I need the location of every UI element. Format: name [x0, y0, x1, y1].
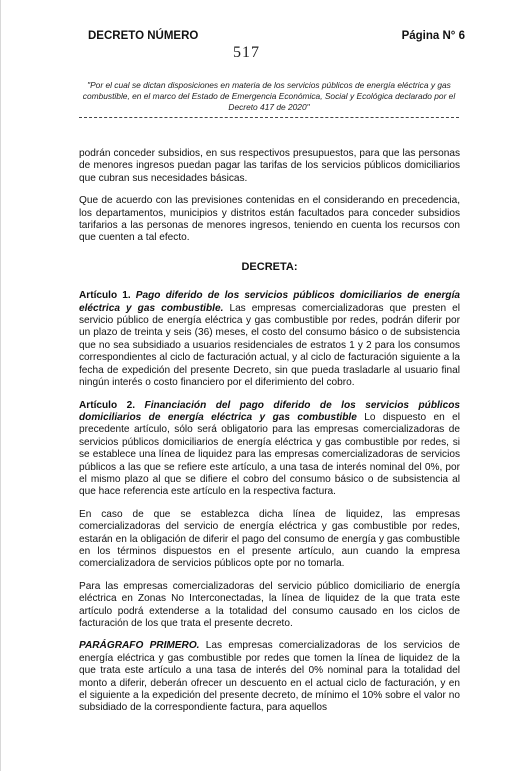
article-1-label: Artículo 1.	[79, 290, 131, 302]
decree-label: DECRETO NÚMERO	[88, 30, 199, 42]
article-2-label: Artículo 2.	[79, 399, 136, 411]
paragraph-first	[79, 640, 460, 714]
page-number: Página N° 6	[401, 30, 465, 42]
article-2-title: Financiación del pago diferido de los servicios públicos domiciliarios de energía eléctrica y gas combustible	[79, 399, 460, 423]
paragraph-subsidies: podrán conceder subsidios, en sus respectivos presupuestos, para que las personas de menores ingresos puedan pagar las tarifas de los servicios públicos domiciliarios que cubran sus necesidades básicas.	[79, 148, 460, 184]
paragraph-liquidity: En caso de que se establezca dicha línea de liquidez, las empresas comercializadoras del servicio de energía eléctrica y gas combustible por redes, estarán en la obligación de diferir el pago del consumo de energía y gas combustible en los términos dispuestos en el presente artículo, aun cuando la empresa comercializadora de servicios públicos opte por no tomarla.	[79, 508, 460, 570]
page-header	[88, 30, 465, 42]
article-1	[79, 290, 460, 389]
paragraph-first-label: PARÁGRAFO PRIMERO.	[79, 640, 200, 652]
article-2-text: Lo dispuesto en el precedente artículo, sólo será obligatorio para las empresas comercializadoras de servicios públicos domiciliarios de energía eléctrica y gas combustible por redes, si se establece una línea de liquidez para las empresas comercializadoras de servicios públicos a las que se refiere este artículo, a una tasa de interés nominal del 0%, por el mismo plazo al que se difiere el cobro del consumo básico o de subsistencia al que hace referencia este artículo en la respectiva factura.	[79, 411, 460, 498]
paragraph-first-text: Las empresas comercializadoras de los servicios de energía eléctrica y gas combustible por redes que tomen la línea de liquidez de la que trata este artículo a una tasa de interés del 0% nominal para la totalidad del monto a diferir, deberán ofrecer un descuento en el actual ciclo de facturación, y en el siguiente a la expedición del presente decreto, de mínimo el 10% sobre el valor no subsidiado de la correspondiente factura, para aquellos	[79, 640, 460, 714]
document-body	[79, 148, 460, 725]
epigraph: "Por el cual se dictan disposiciones en materia de los servicios públicos de energía eléctrica y gas combustible, en el marco del Estado de Emergencia Económica, Social y Ecológica declarado por el Decreto 417 de 2020"	[82, 80, 456, 112]
article-2	[79, 400, 460, 499]
decreta-heading: DECRETA:	[241, 260, 298, 273]
article-1-text: Las empresas comercializadoras que presten el servicio público de energía eléctrica y gas combustible por redes, podrán diferir por un plazo de treinta y seis (36) meses, el costo del consumo básico o de subsistencia que no sea subsidiado a usuarios residenciales de estratos 1 y 2 para los consumos correspondientes al ciclo de facturación actual, y al ciclo de facturación siguiente a la fecha de expedición del presente Decreto, sin que pueda trasladarle al usuario final ningún interés o costo financiero por el diferimiento del cobro.	[79, 302, 461, 389]
decree-number: 517	[233, 44, 260, 61]
article-1-title: Pago diferido de los servicios públicos domiciliarios de energía eléctrica y gas combustible.	[79, 290, 460, 314]
paragraph-considering: Que de acuerdo con las previsiones contenidas en el considerando en precedencia, los departamentos, municipios y distritos están facultados para conceder subsidios tarifarios a las personas de menores ingresos, teniendo en cuenta los recursos con que cuenten a tal efecto.	[79, 195, 460, 244]
paragraph-zni: Para las empresas comercializadoras del servicio público domiciliario de energía eléctrica en Zonas No Interconectadas, la línea de liquidez de la que trata este artículo podrá extenderse a la totalidad del consumo causado en los ciclos de facturación de los que trata el presente decreto.	[79, 580, 460, 629]
dashed-separator	[79, 117, 459, 118]
